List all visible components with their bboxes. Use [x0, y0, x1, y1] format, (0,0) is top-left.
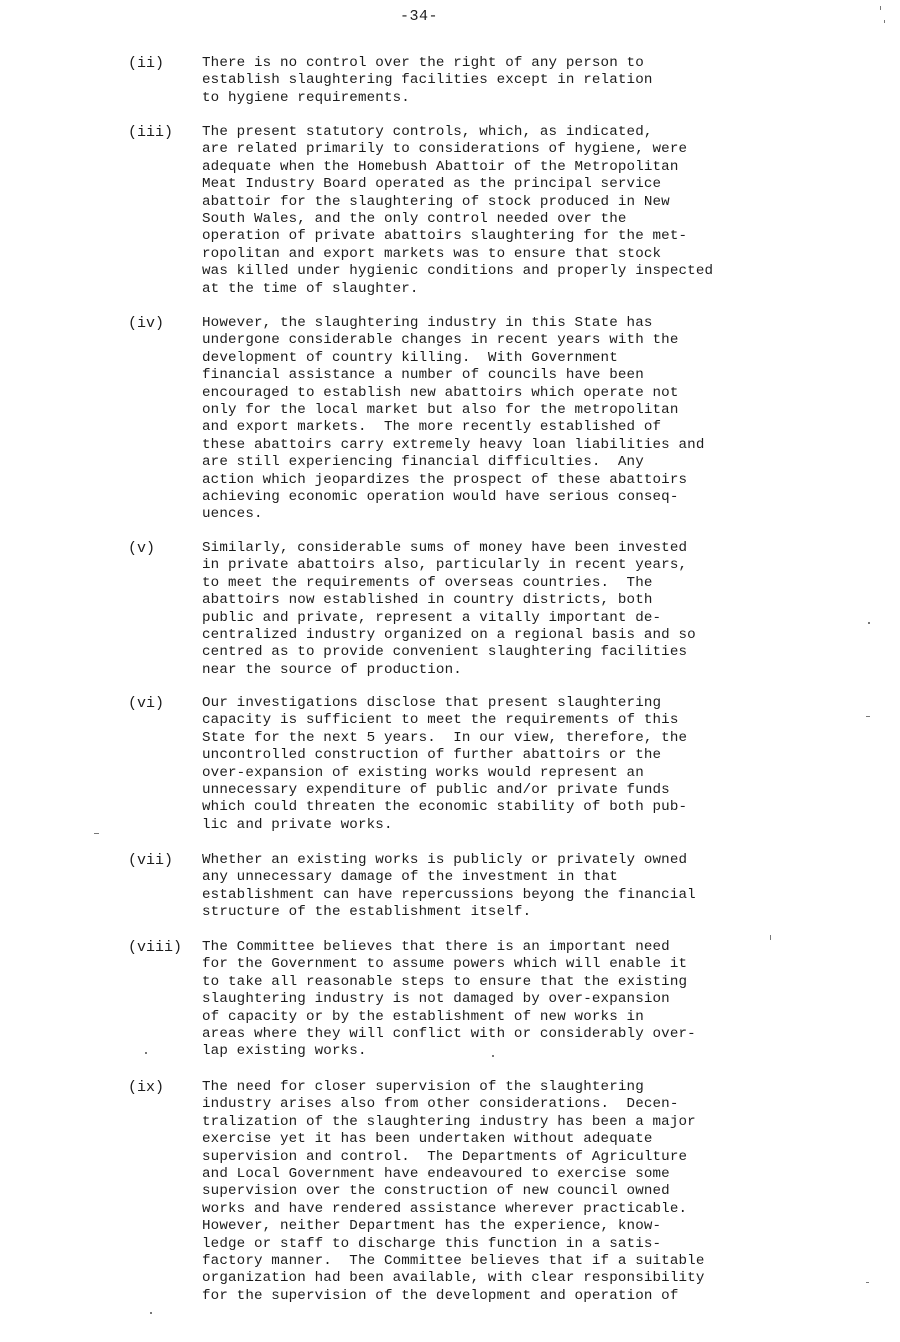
- scan-speck: [492, 1055, 494, 1057]
- text-line: for the supervision of the development and operation of: [202, 1287, 679, 1304]
- text-line: State for the next 5 years. In our view, therefore, the: [202, 729, 688, 746]
- text-line: lap existing works.: [202, 1043, 367, 1060]
- paragraph-text: [202, 55, 792, 107]
- text-line: structure of the establishment itself.: [202, 904, 532, 921]
- paragraph-text: [202, 540, 792, 679]
- text-line: centred as to provide convenient slaughtering facilities: [202, 644, 688, 661]
- paragraph-text: [202, 124, 792, 298]
- text-line: supervision over the construction of new council owned: [202, 1183, 670, 1200]
- scan-speck: [770, 935, 771, 940]
- text-line: tralization of the slaughtering industry has been a major: [202, 1113, 696, 1130]
- text-line: establishment can have repercussions beyong the financial: [202, 886, 696, 903]
- scan-speck: [866, 716, 870, 717]
- text-line: in private abattoirs also, particularly in recent years,: [202, 557, 688, 574]
- text-line: any unnecessary damage of the investment in that: [202, 869, 618, 886]
- text-line: and Local Government have endeavoured to exercise some: [202, 1165, 670, 1182]
- text-line: at the time of slaughter.: [202, 280, 419, 297]
- text-line: uences.: [202, 506, 263, 523]
- text-line: factory manner. The Committee believes that if a suitable: [202, 1252, 705, 1269]
- paragraph-number: (ii): [128, 55, 165, 72]
- text-line: are still experiencing financial difficulties. Any: [202, 454, 644, 471]
- text-line: abattoir for the slaughtering of stock produced in New: [202, 193, 670, 210]
- text-line: The present statutory controls, which, as indicated,: [202, 124, 653, 140]
- text-line: industry arises also from other considerations. Decen-: [202, 1096, 679, 1113]
- paragraph-number: (vi): [128, 695, 165, 712]
- scan-speck: [94, 833, 99, 834]
- text-line: ledge or staff to discharge this function in a satis-: [202, 1235, 662, 1252]
- page-number: -34-: [400, 8, 439, 25]
- paragraph-text: [202, 939, 792, 1061]
- text-line: uncontrolled construction of further abattoirs or the: [202, 747, 662, 764]
- text-line: The need for closer supervision of the slaughtering: [202, 1079, 644, 1095]
- text-line: which could threaten the economic stability of both pub-: [202, 799, 688, 816]
- paragraph-number: (ix): [128, 1079, 165, 1096]
- text-line: The Committee believes that there is an important need: [202, 939, 670, 955]
- text-line: adequate when the Homebush Abattoir of the Metropolitan: [202, 158, 679, 175]
- text-line: However, the slaughtering industry in this State has: [202, 315, 653, 331]
- text-line: South Wales, and the only control needed over the: [202, 210, 627, 227]
- scan-speck: [145, 1052, 147, 1054]
- text-line: supervision and control. The Departments of Agriculture: [202, 1148, 688, 1165]
- text-line: operation of private abattoirs slaughtering for the met-: [202, 228, 688, 245]
- scan-speck: [880, 6, 881, 10]
- text-line: are related primarily to considerations of hygiene, were: [202, 141, 688, 158]
- text-line: only for the local market but also for the metropolitan: [202, 401, 679, 418]
- scan-speck: [884, 20, 885, 23]
- text-line: near the source of production.: [202, 661, 462, 678]
- text-line: ropolitan and export markets was to ensure that stock: [202, 245, 662, 262]
- paragraph-text: [202, 315, 792, 524]
- text-line: encouraged to establish new abattoirs which operate not: [202, 384, 679, 401]
- text-line: to meet the requirements of overseas countries. The: [202, 574, 653, 591]
- text-line: slaughtering industry is not damaged by over-expansion: [202, 991, 670, 1008]
- scan-speck: [868, 622, 870, 624]
- text-line: unnecessary expenditure of public and/or private funds: [202, 781, 670, 798]
- text-line: exercise yet it has been undertaken without adequate: [202, 1131, 653, 1148]
- text-line: works and have rendered assistance wherever practicable.: [202, 1200, 688, 1217]
- text-line: centralized industry organized on a regional basis and so: [202, 626, 696, 643]
- text-line: to take all reasonable steps to ensure that the existing: [202, 973, 688, 990]
- scan-speck: [150, 1312, 152, 1314]
- text-line: undergone considerable changes in recent years with the: [202, 332, 679, 349]
- text-line: achieving economic operation would have serious conseq-: [202, 488, 679, 505]
- text-line: of capacity or by the establishment of new works in: [202, 1008, 644, 1025]
- text-line: areas where they will conflict with or considerably over-: [202, 1025, 696, 1042]
- paragraph-text: [202, 695, 792, 834]
- paragraph-number: (iii): [128, 124, 174, 141]
- text-line: was killed under hygienic conditions and properly inspected: [202, 263, 714, 280]
- text-line: lic and private works.: [202, 816, 393, 833]
- text-line: abattoirs now established in country districts, both: [202, 592, 653, 609]
- text-line: over-expansion of existing works would represent an: [202, 764, 644, 781]
- text-line: However, neither Department has the experience, know-: [202, 1218, 662, 1235]
- text-line: Our investigations disclose that present slaughtering: [202, 695, 662, 711]
- text-line: Similarly, considerable sums of money have been invested: [202, 540, 688, 556]
- scan-speck: [866, 1282, 869, 1283]
- text-line: financial assistance a number of councils have been: [202, 367, 644, 384]
- text-line: development of country killing. With Government: [202, 349, 618, 366]
- text-line: to hygiene requirements.: [202, 89, 410, 106]
- paragraph-number: (viii): [128, 939, 183, 956]
- text-line: There is no control over the right of any person to: [202, 55, 644, 71]
- paragraph-number: (iv): [128, 315, 165, 332]
- paragraph-number: (v): [128, 540, 156, 557]
- text-line: capacity is sufficient to meet the requirements of this: [202, 712, 679, 729]
- text-line: organization had been available, with clear responsibility: [202, 1270, 705, 1287]
- paragraph-text: [202, 852, 792, 922]
- paragraph-number: (vii): [128, 852, 174, 869]
- text-line: public and private, represent a vitally important de-: [202, 609, 662, 626]
- text-line: Meat Industry Board operated as the principal service: [202, 176, 662, 193]
- text-line: these abattoirs carry extremely heavy loan liabilities and: [202, 436, 705, 453]
- text-line: and export markets. The more recently established of: [202, 419, 662, 436]
- text-line: action which jeopardizes the prospect of these abattoirs: [202, 471, 688, 488]
- text-line: establish slaughtering facilities except in relation: [202, 72, 653, 89]
- text-line: Whether an existing works is publicly or privately owned: [202, 852, 688, 868]
- paragraph-text: [202, 1079, 792, 1305]
- text-line: for the Government to assume powers which will enable it: [202, 956, 688, 973]
